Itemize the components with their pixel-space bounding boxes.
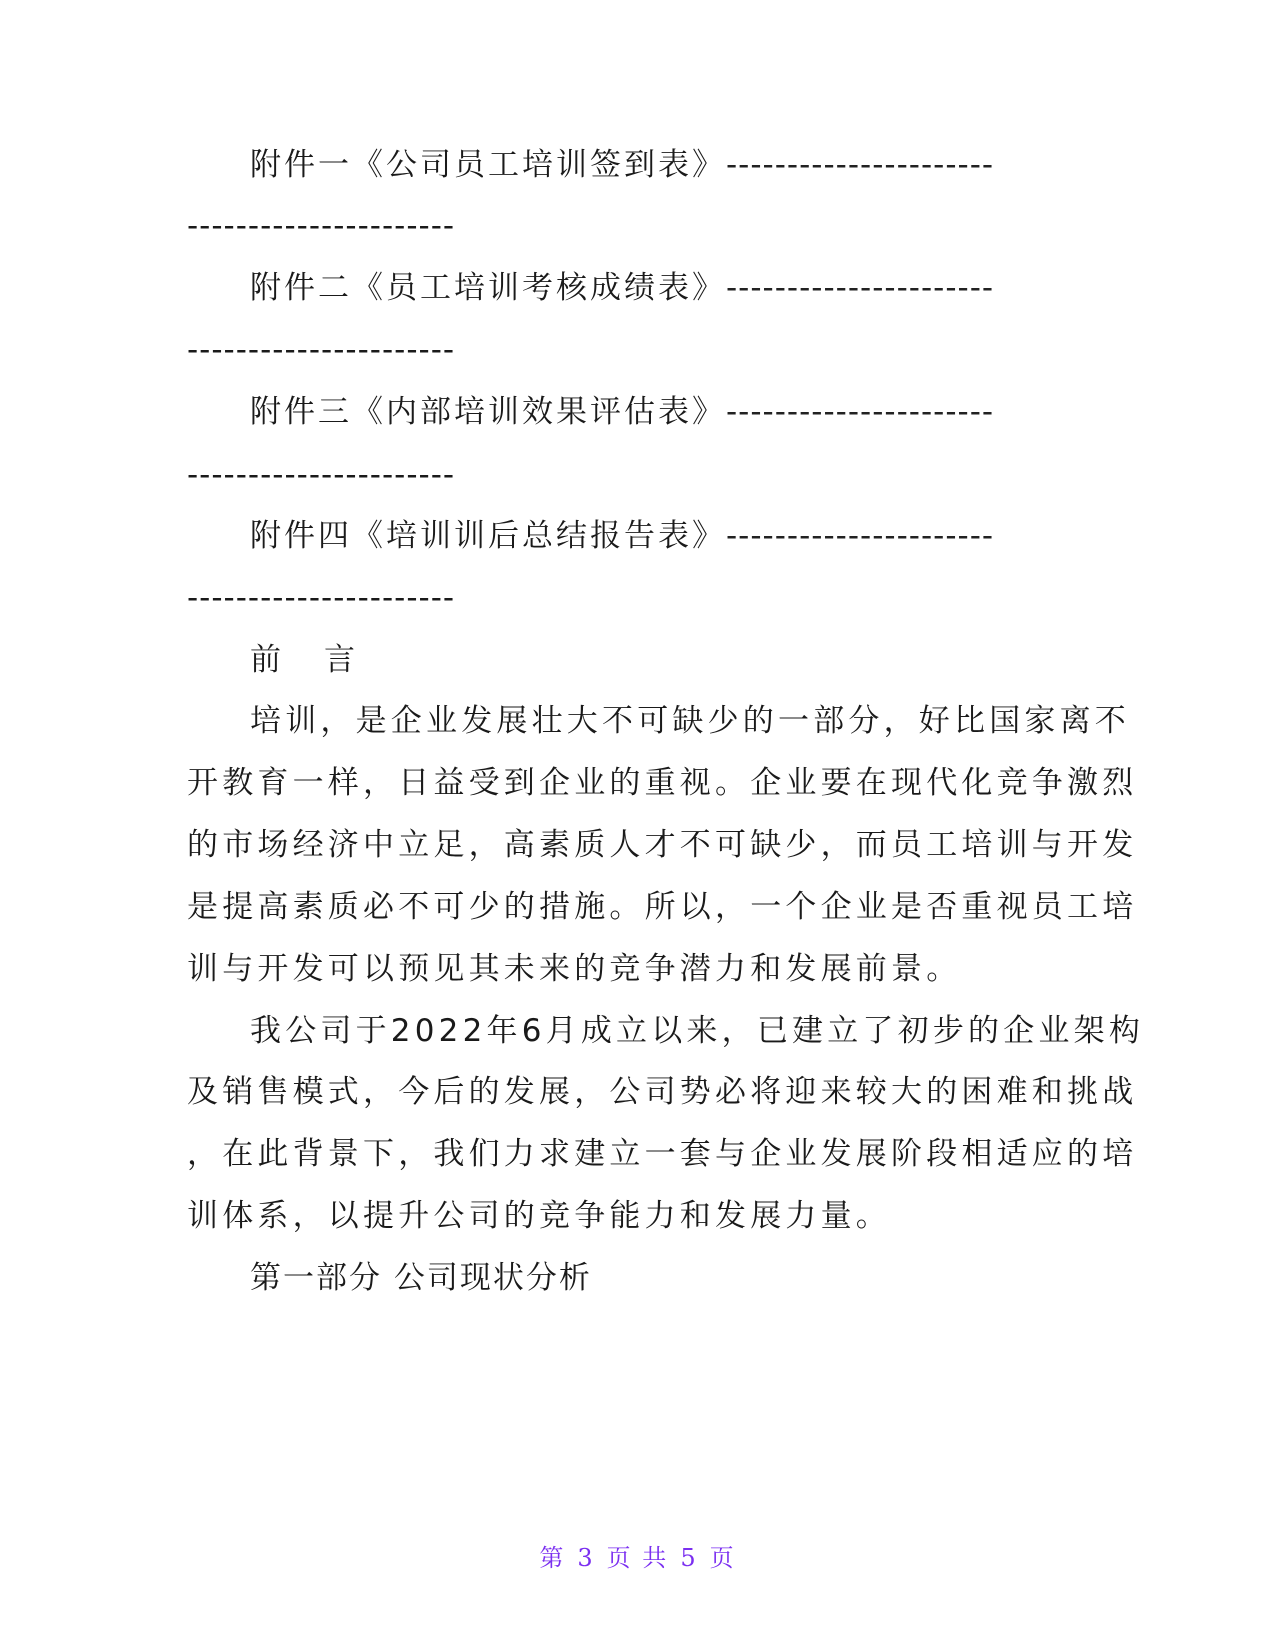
- attachment-3-dashes: ----------------------: [726, 394, 995, 430]
- attachment-2-label: 附件二《员工培训考核成绩表》: [250, 270, 726, 306]
- paragraph-2-line-1: 我公司于2022年6月成立以来，已建立了初步的企业架构: [250, 1013, 1145, 1049]
- attachment-4: [250, 516, 994, 556]
- attachment-2-dashes-cont: ----------------------: [187, 332, 456, 368]
- attachment-1: [250, 145, 994, 185]
- paragraph-2-line-2: 及销售模式，今后的发展，公司势必将迎来较大的困难和挑战: [187, 1074, 1138, 1110]
- paragraph-1-line-1: 培训，是企业发展壮大不可缺少的一部分，好比国家离不: [250, 703, 1130, 739]
- attachment-3-label: 附件三《内部培训效果评估表》: [250, 394, 726, 430]
- footer-prefix: 第: [539, 1544, 566, 1572]
- attachment-3-dashes-cont: ----------------------: [187, 457, 456, 493]
- paragraph-1-line-5: 训与开发可以预见其未来的竞争潜力和发展前景。: [187, 951, 962, 987]
- preface-heading: 前 言: [250, 642, 361, 678]
- attachment-2: [250, 268, 994, 308]
- attachment-4-dashes: ----------------------: [726, 518, 995, 554]
- paragraph-1-line-2: 开教育一样，日益受到企业的重视。企业要在现代化竞争激烈: [187, 765, 1138, 801]
- attachment-1-dashes: ----------------------: [726, 147, 995, 183]
- paragraph-2-line-3: ，在此背景下，我们力求建立一套与企业发展阶段相适应的培: [187, 1136, 1138, 1172]
- attachment-1-dashes-cont: ----------------------: [187, 208, 456, 244]
- footer-suffix: 页: [709, 1544, 736, 1572]
- attachment-1-label: 附件一《公司员工培训签到表》: [250, 147, 726, 183]
- paragraph-1-line-3: 的市场经济中立足，高素质人才不可缺少，而员工培训与开发: [187, 827, 1138, 863]
- paragraph-1-line-4: 是提高素质必不可少的措施。所以，一个企业是否重视员工培: [187, 889, 1138, 925]
- section-heading: 第一部分 公司现状分析: [250, 1260, 592, 1296]
- attachment-2-dashes: ----------------------: [726, 270, 995, 306]
- attachment-4-dashes-cont: ----------------------: [187, 580, 456, 616]
- paragraph-2-line-4: 训体系，以提升公司的竞争能力和发展力量。: [187, 1198, 891, 1234]
- attachment-3: [250, 392, 994, 432]
- page-footer: [0, 1538, 1275, 1573]
- footer-page-number: 3: [577, 1544, 595, 1572]
- footer-mid: 页 共: [606, 1544, 669, 1572]
- footer-total-pages: 5: [680, 1544, 698, 1572]
- attachment-4-label: 附件四《培训训后总结报告表》: [250, 518, 726, 554]
